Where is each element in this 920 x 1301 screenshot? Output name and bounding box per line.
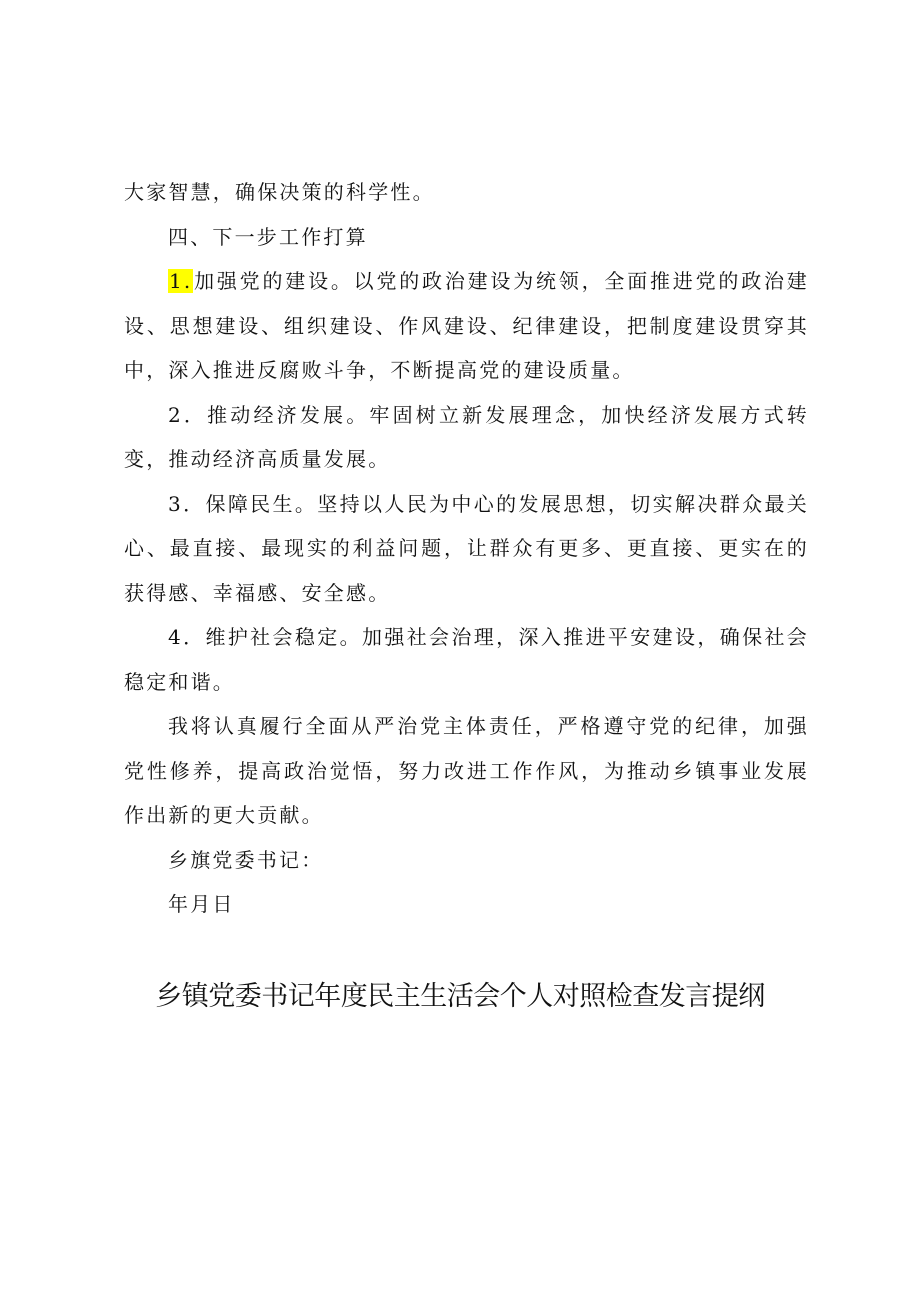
item-number: 2．	[168, 402, 208, 427]
item-number: 3．	[168, 491, 206, 516]
list-item-2	[124, 393, 809, 482]
item-text: 推动经济发展。牢固树立新发展理念，加快经济发展方式转变，推动经济高质量发展。	[124, 402, 810, 471]
item-number: 4．	[168, 625, 206, 649]
next-document-title: 乡镇党委书记年度民主生活会个人对照检查发言提纲	[155, 981, 765, 1012]
list-item-1	[124, 259, 809, 393]
conclusion-paragraph: 我将认真履行全面从严治党主体责任，严格遵守党的纪律，加强党性修养，提高政治觉悟，努力改进工作作风，为推动乡镇事业发展作出新的更大贡献。	[124, 714, 809, 827]
list-item-3	[124, 482, 809, 616]
item-number-highlighted: 1.	[169, 269, 193, 293]
item-text: 维护社会稳定。加强社会治理，深入推进平安建设，确保社会稳定和谐。	[124, 625, 810, 694]
document-body	[124, 170, 809, 927]
date-line: 年月日	[168, 892, 235, 916]
item-text: 保障民生。坚持以人民为中心的发展思想，切实解决群众最关心、最直接、最现实的利益问题，让群众有更多、更直接、更实在的获得感、幸福感、安全感。	[124, 491, 810, 605]
item-text: 加强党的建设。以党的政治建设为统领，全面推进党的政治建设、思想建设、组织建设、作风建设、纪律建设，把制度建设贯穿其中，深入推进反腐败斗争，不断提高党的建设质量。	[124, 269, 809, 382]
section-heading: 四、下一步工作打算	[168, 224, 368, 249]
signature-line: 乡旗党委书记：	[168, 847, 324, 872]
continued-line: 大家智慧，确保决策的科学性。	[124, 180, 435, 204]
list-item-4	[124, 615, 809, 704]
